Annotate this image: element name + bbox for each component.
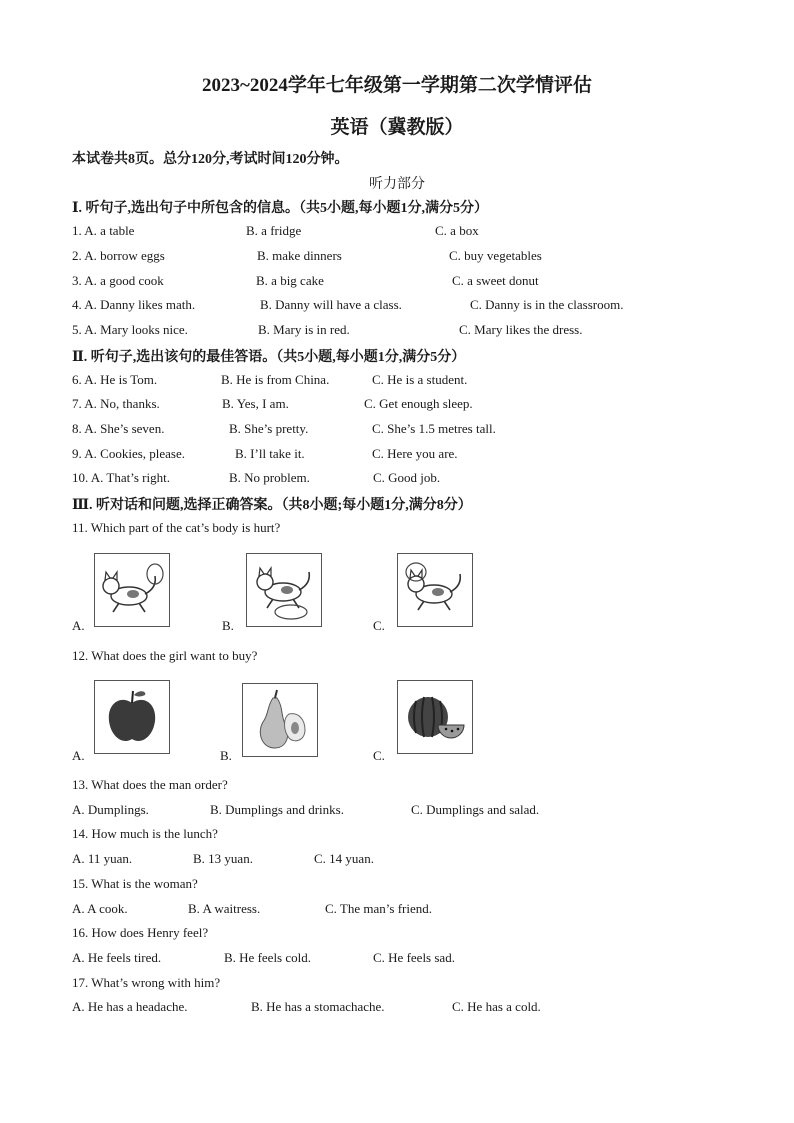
question-17-text: 17. What’s wrong with him? — [72, 975, 221, 990]
option-c: C. Mary likes the dress. — [459, 322, 583, 337]
page-subtitle: 英语（冀教版） — [330, 117, 464, 138]
option-b: B. A waitress. — [188, 901, 261, 916]
option-b: B. a fridge — [246, 223, 302, 238]
option-b: B. He is from China. — [221, 372, 330, 387]
option-a: 9. A. Cookies, please. — [72, 446, 186, 461]
question-11-text: 11. Which part of the cat’s body is hurt? — [72, 520, 281, 535]
option-a: 8. A. She’s seven. — [72, 421, 165, 436]
option-c: C. He is a student. — [372, 372, 468, 387]
question-14-text: 14. How much is the lunch? — [72, 826, 218, 841]
option-b: B. 13 yuan. — [193, 851, 253, 866]
option-a-label: A. — [72, 618, 85, 633]
cat-icon — [94, 553, 170, 627]
option-c: C. She’s 1.5 metres tall. — [372, 421, 496, 436]
part-heading: 听力部分 — [369, 177, 425, 192]
option-a: 3. A. a good cook — [72, 273, 164, 288]
option-b: B. Yes, I am. — [222, 396, 289, 411]
option-c: C. 14 yuan. — [314, 851, 374, 866]
option-b-label: B. — [222, 618, 234, 633]
option-b: B. I’ll take it. — [235, 446, 305, 461]
option-b: B. She’s pretty. — [229, 421, 309, 436]
option-c-label: C. — [373, 618, 385, 633]
option-c: C. The man’s friend. — [325, 901, 432, 916]
option-b: B. Dumplings and drinks. — [210, 802, 344, 817]
option-a: 7. A. No, thanks. — [72, 396, 160, 411]
option-b: B. He feels cold. — [224, 950, 312, 965]
pear-icon — [242, 683, 318, 757]
option-c: C. a sweet donut — [452, 273, 539, 288]
option-b: B. Danny will have a class. — [260, 297, 402, 312]
option-c: C. He feels sad. — [373, 950, 455, 965]
section-2-heading: Ⅱ. 听句子,选出该句的最佳答语。（共5小题,每小题1分,满分5分） — [72, 350, 466, 365]
option-a-label: A. — [72, 748, 85, 763]
option-a: 2. A. borrow eggs — [72, 248, 165, 263]
option-b: B. He has a stomachache. — [251, 999, 385, 1014]
option-c: C. buy vegetables — [449, 248, 542, 263]
cat-icon — [246, 553, 322, 627]
option-a: 6. A. He is Tom. — [72, 372, 158, 387]
option-c: C. a box — [435, 223, 479, 238]
exam-intro: 本试卷共8页。总分120分,考试时间120分钟。 — [72, 152, 349, 167]
option-c: C. Dumplings and salad. — [411, 802, 540, 817]
apple-icon — [94, 680, 170, 754]
option-c: C. Get enough sleep. — [364, 396, 473, 411]
option-b-label: B. — [220, 748, 232, 763]
option-a: A. A cook. — [72, 901, 128, 916]
option-c: C. Danny is in the classroom. — [470, 297, 624, 312]
option-c: C. Here you are. — [372, 446, 458, 461]
option-a: 5. A. Mary looks nice. — [72, 322, 188, 337]
cat-icon — [397, 553, 473, 627]
option-a: 1. A. a table — [72, 223, 135, 238]
option-b: B. Mary is in red. — [258, 322, 350, 337]
question-15-text: 15. What is the woman? — [72, 876, 198, 891]
question-13-text: 13. What does the man order? — [72, 777, 228, 792]
option-b: B. No problem. — [229, 470, 310, 485]
section-1-heading: Ⅰ. 听句子,选出句子中所包含的信息。（共5小题,每小题1分,满分5分） — [72, 201, 489, 216]
option-b: B. a big cake — [256, 273, 324, 288]
question-16-text: 16. How does Henry feel? — [72, 925, 209, 940]
option-b: B. make dinners — [257, 248, 342, 263]
option-c: C. He has a cold. — [452, 999, 541, 1014]
section-3-heading: Ⅲ. 听对话和问题,选择正确答案。（共8小题;每小题1分,满分8分） — [72, 498, 472, 513]
watermelon-icon — [397, 680, 473, 754]
option-c-label: C. — [373, 748, 385, 763]
option-a: A. 11 yuan. — [72, 851, 133, 866]
option-c: C. Good job. — [373, 470, 441, 485]
option-a: A. Dumplings. — [72, 802, 149, 817]
option-a: A. He feels tired. — [72, 950, 162, 965]
question-12-text: 12. What does the girl want to buy? — [72, 648, 258, 663]
option-a: A. He has a headache. — [72, 999, 188, 1014]
option-a: 4. A. Danny likes math. — [72, 297, 196, 312]
page-title: 2023~2024学年七年级第一学期第二次学情评估 — [202, 75, 592, 96]
option-a: 10. A. That’s right. — [72, 470, 170, 485]
